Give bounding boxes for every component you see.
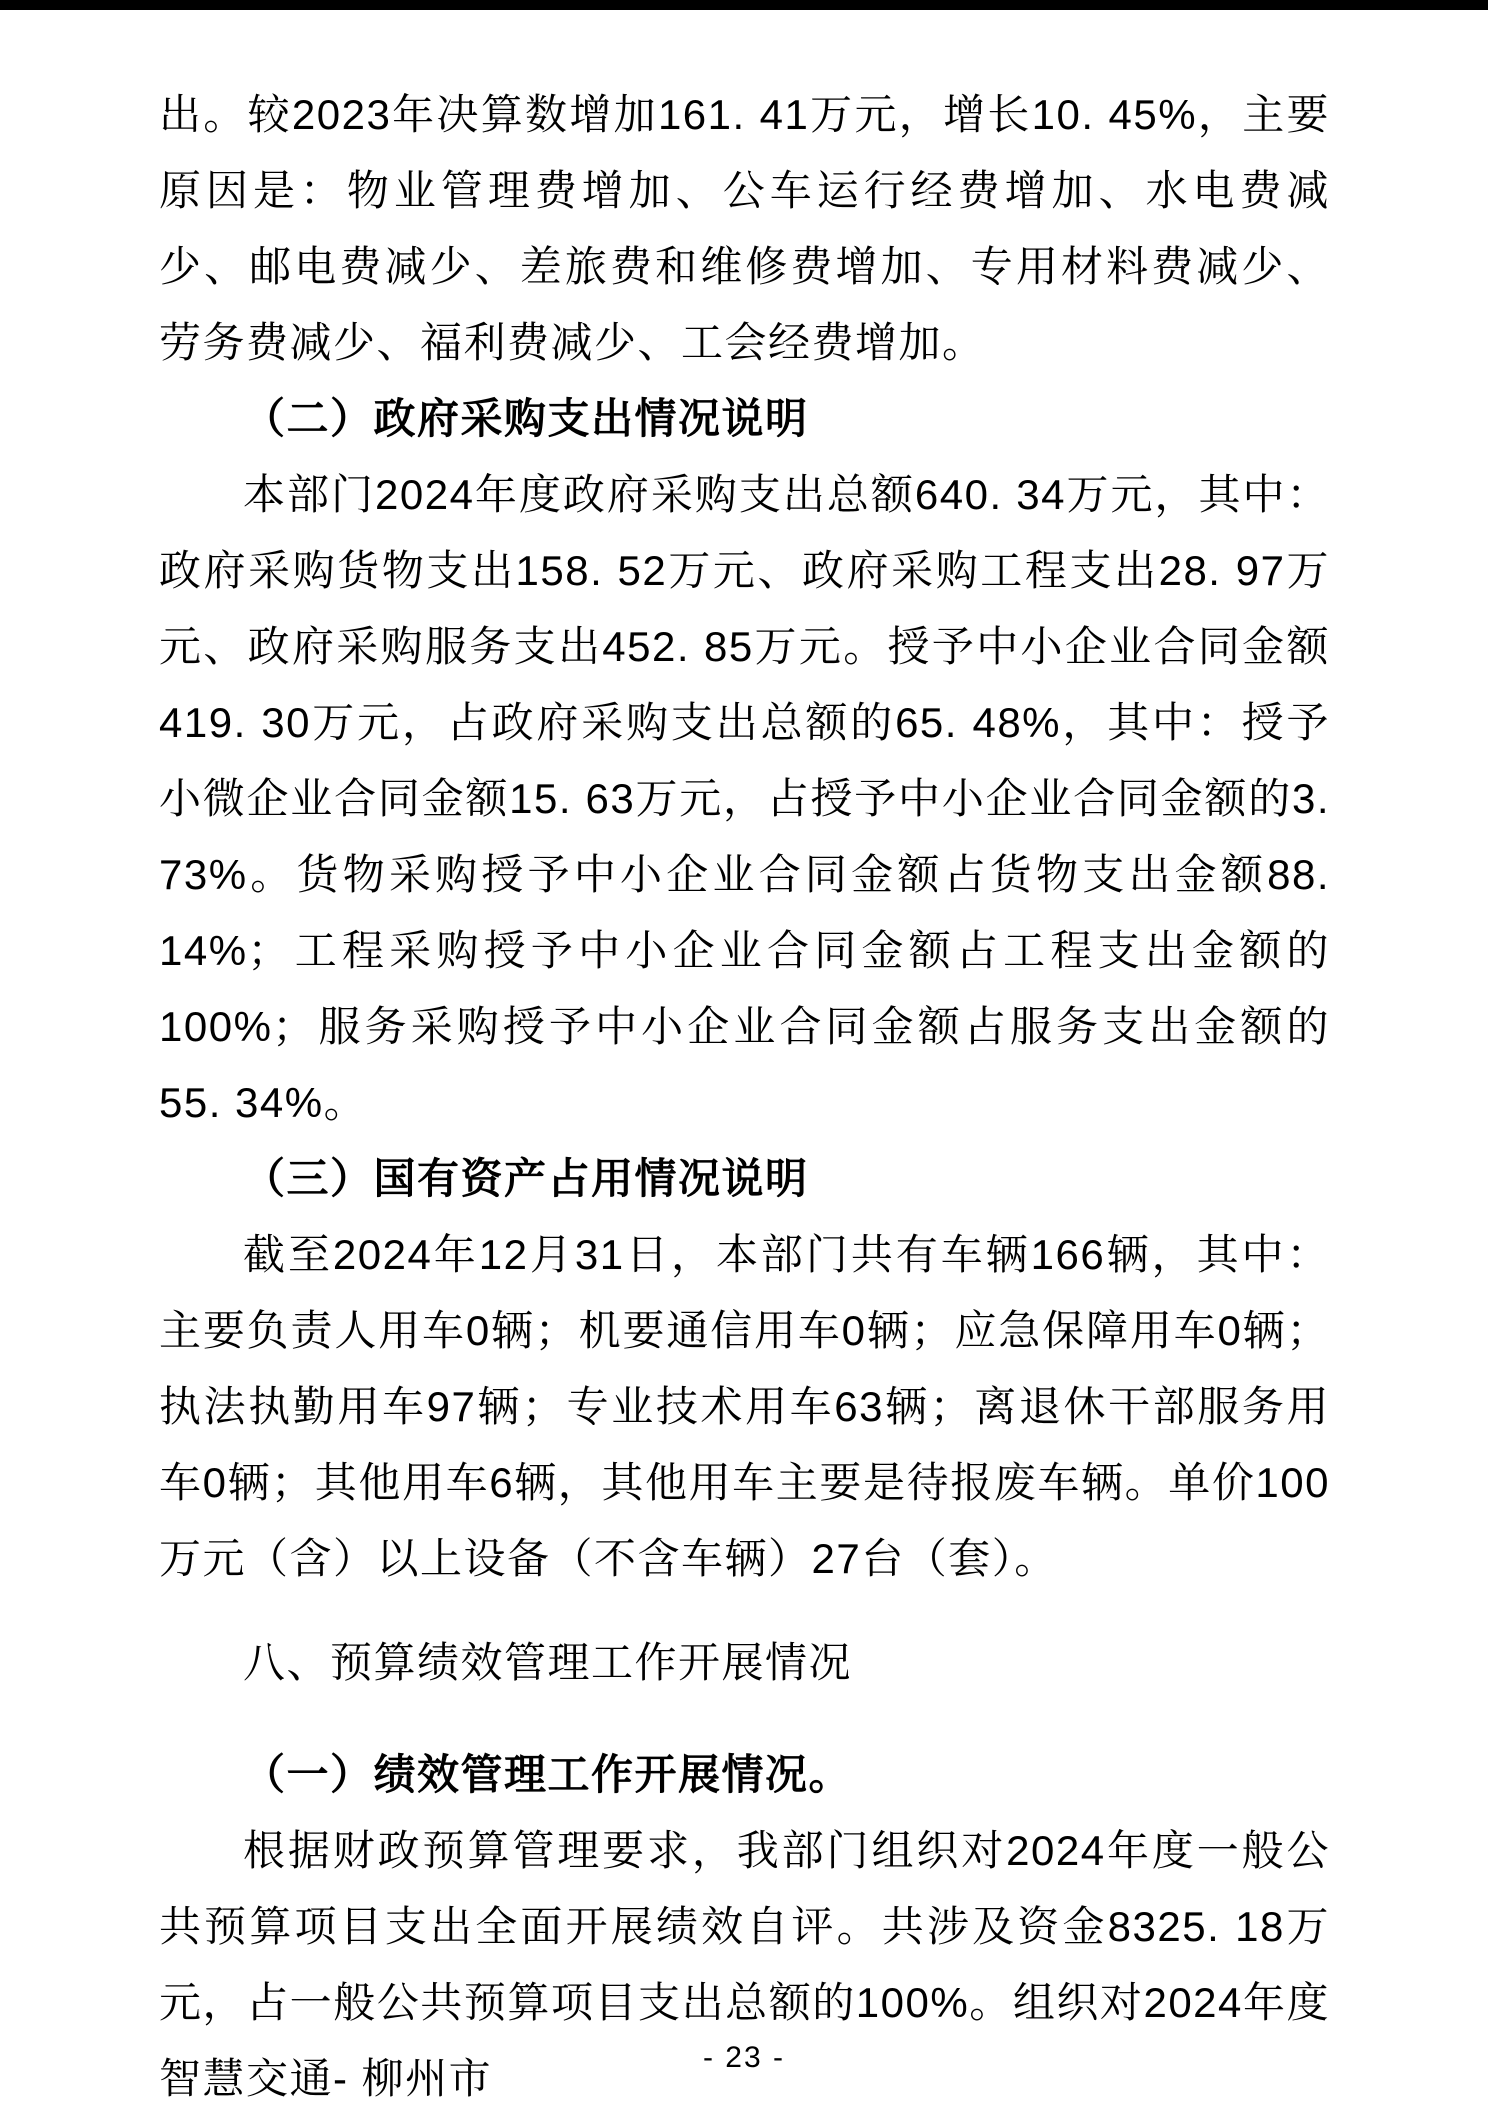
heading-government-procurement: （二）政府采购支出情况说明 [243,395,809,442]
paragraph-assets: 截至2024年12月31日，本部门共有车辆166辆，其中：主要负责人用车0辆；机要通信用车0辆；应急保障用车0辆；执法执勤用车97辆；专业技术用车63辆；离退休干部服务用车0辆；其他用车6辆，其他用车主要是待报废车辆。单价100万元（含）以上设备（不含车辆）27台（套）。 [159,1231,1330,1582]
page-number: - 23 - [702,2041,786,2074]
scan-edge-artifact [0,0,1488,10]
heading-state-assets: （三）国有资产占用情况说明 [243,1155,809,1202]
document-body [159,77,1330,2104]
heading-section-eight: 八、预算绩效管理工作开展情况 [243,1639,853,1686]
paragraph-procurement: 本部门2024年度政府采购支出总额640. 34万元，其中：政府采购货物支出158. 52万元、政府采购工程支出28. 97万元、政府采购服务支出452. 85万元。授予中小企业合同金额419. 30万元，占政府采购支出总额的65. 48%，其中：授予小微企业合同金额15. 63万元，占授予中小企业合同金额的3. 73%。货物采购授予中小企业合同金额占货物支出金额88. 14%；工程采购授予中小企业合同金额占工程支出金额的100%；服务采购授予中小企业合同金额占服务支出金额的55. 34%。 [159,471,1330,1126]
heading-performance-management: （一）绩效管理工作开展情况。 [243,1751,853,1798]
paragraph-performance: 根据财政预算管理要求，我部门组织对2024年度一般公共预算项目支出全面开展绩效自评。共涉及资金8325. 18万元，占一般公共预算项目支出总额的100%。组织对2024年度智慧交通- 柳州市 [159,1827,1330,2102]
paragraph-carryover: 出。较2023年决算数增加161. 41万元，增长10. 45%，主要原因是：物业管理费增加、公车运行经费增加、水电费减少、邮电费减少、差旅费和维修费增加、专用材料费减少、劳务费减少、福利费减少、工会经费增加。 [159,91,1330,366]
